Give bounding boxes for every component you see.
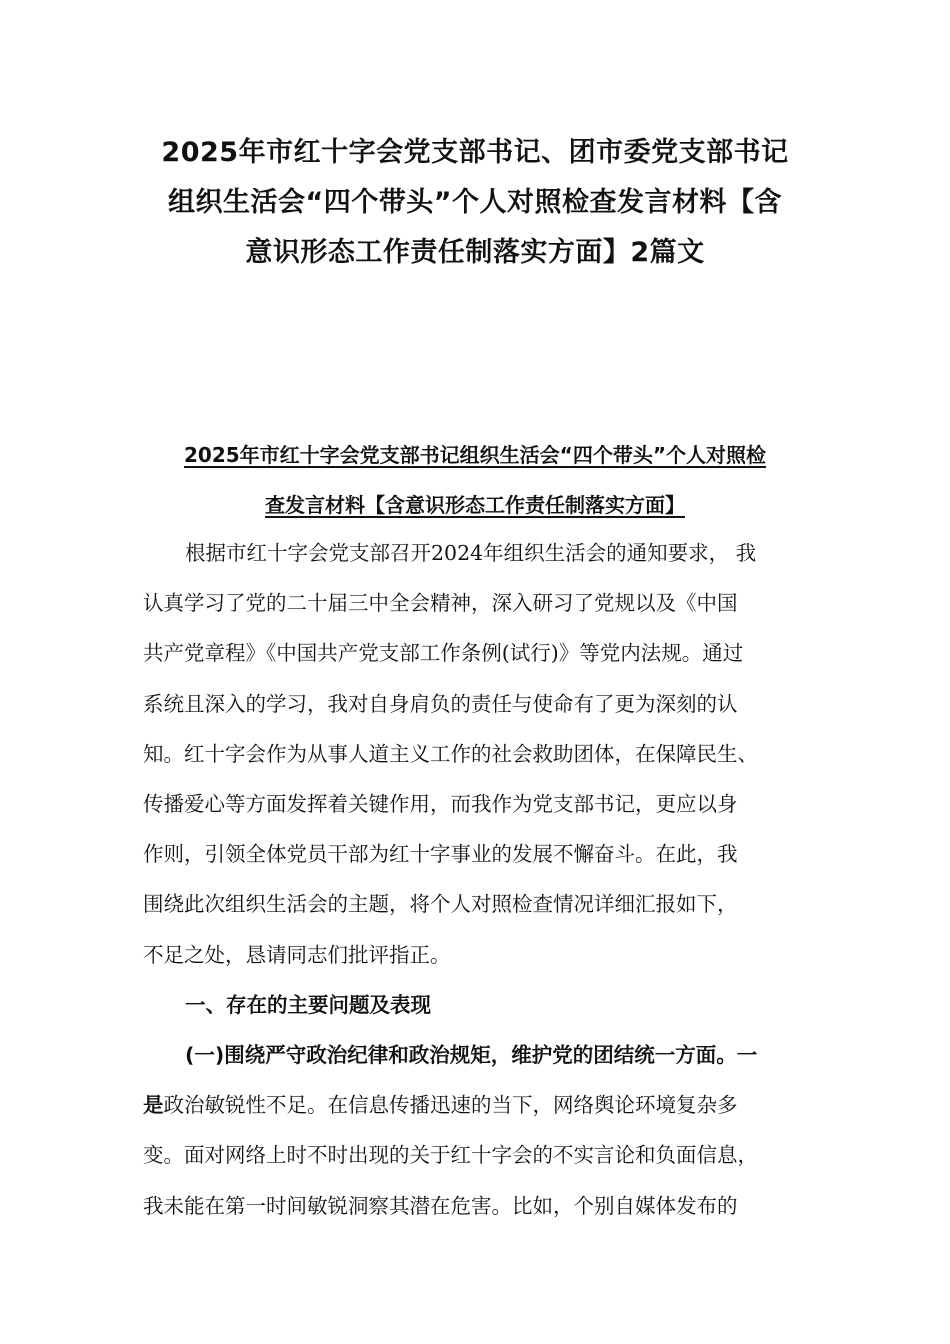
heading-level-1: 一、存在的主要问题及表现 [185,992,431,1017]
bold-lead: 是 [143,1093,164,1118]
section-title-line: 2025年市红十字会党支部书记组织生活会“四个带头”个人对照检 [184,443,766,467]
title-line: 意识形态工作责任制落实方面】2篇文 [245,237,705,268]
paragraph-line: 作则，引领全体党员干部为红十字事业的发展不懈奋斗。在此，我 [143,842,738,867]
paragraph-line [143,1080,833,1130]
paragraph-line: 认真学习了党的二十届三中全会精神，深入研习了党规以及《中国 [143,591,738,616]
paragraph-line: 传播爱心等方面发挥着关键作用，而我作为党支部书记，更应以身 [143,792,738,817]
paragraph-line: 我未能在第一时间敏锐洞察其潜在危害。比如，个别自媒体发布的 [143,1193,738,1218]
title-line: 组织生活会“四个带头”个人对照检查发言材料【含 [168,187,782,218]
line-rest: 政治敏锐性不足。在信息传播迅速的当下，网络舆论环境复杂多 [163,1093,738,1118]
section-title [120,430,830,530]
paragraph-line: 知。红十字会作为从事人道主义工作的社会救助团体，在保障民生、 [143,741,758,766]
subheading: (一)围绕严守政治纪律和政治规矩，维护党的团结统一方面。一 [185,1043,758,1068]
paragraph-line: 根据市红十字会党支部召开2024年组织生活会的通知要求， 我 [185,541,757,565]
paragraph-line: 围绕此次组织生活会的主题，将个人对照检查情况详细汇报如下， [143,892,738,917]
section-title-line: 查发言材料【含意识形态工作责任制落实方面】 [265,493,685,517]
title-line: 2025年市红十字会党支部书记、团市委党支部书记 [161,137,789,168]
document-title [120,128,830,278]
body-text [143,528,833,1231]
paragraph-line: 变。面对网络上时不时出现的关于红十字会的不实言论和负面信息， [143,1143,758,1168]
paragraph-line: 共产党章程》《中国共产党支部工作条例(试行)》等党内法规。通过 [143,641,744,666]
paragraph-line: 不足之处，恳请同志们批评指正。 [143,942,451,967]
paragraph-line: 系统且深入的学习，我对自身肩负的责任与使命有了更为深刻的认 [143,691,738,716]
